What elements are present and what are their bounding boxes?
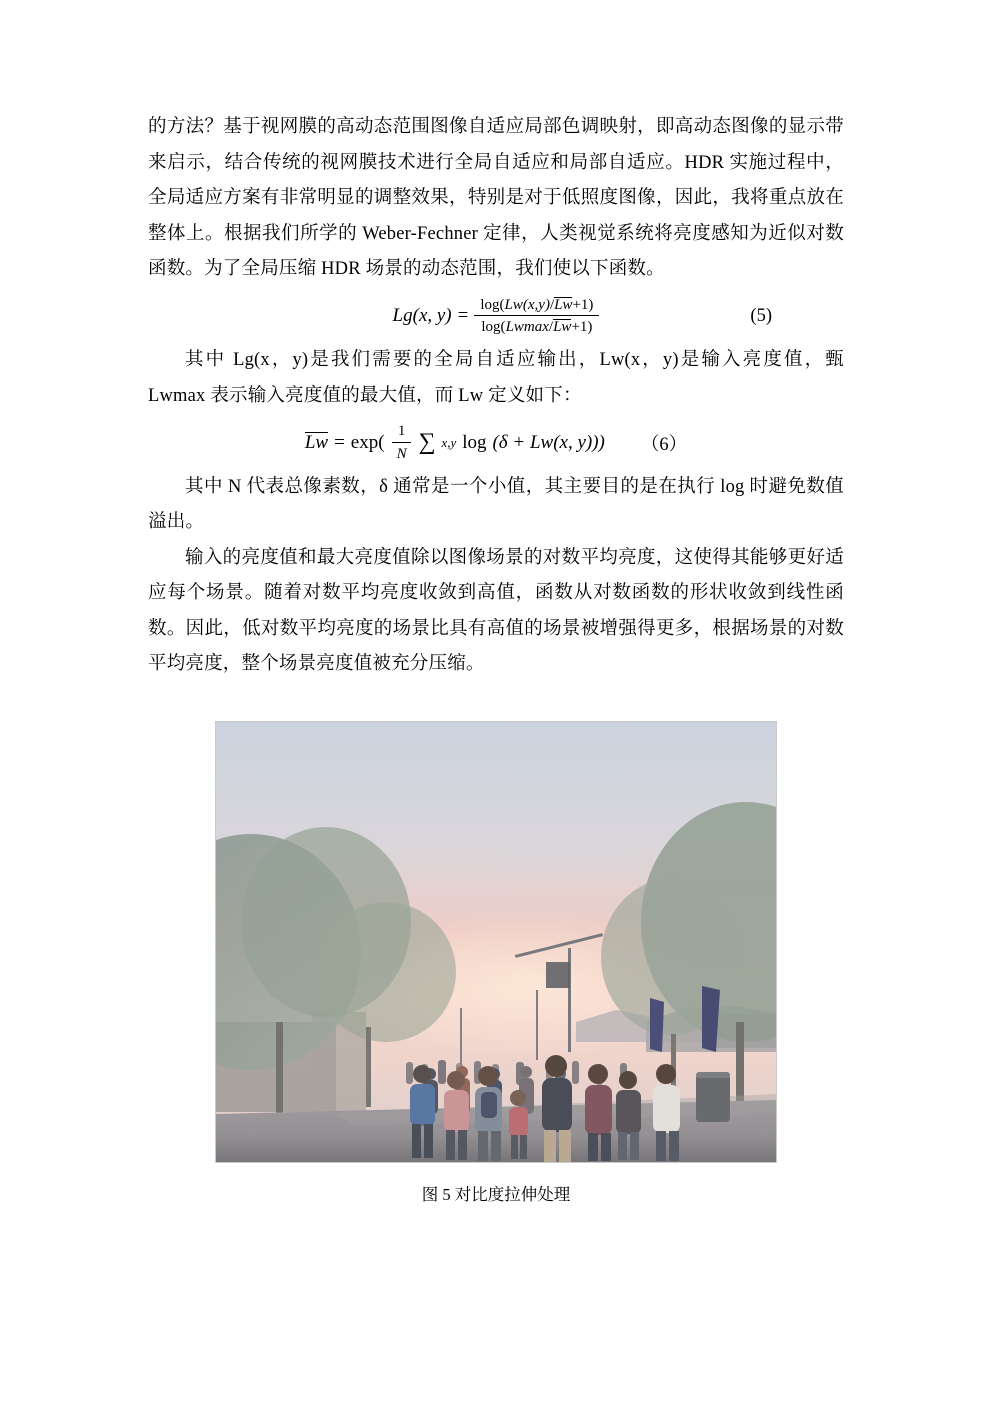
equation-6-exp: exp(: [350, 431, 385, 453]
eq5-den-slash: /: [548, 319, 554, 336]
equation-6-equals: =: [334, 431, 345, 453]
eq6-sum-subscript: x,y: [441, 434, 457, 450]
equation-6-row: [148, 422, 844, 464]
eq5-num-slash: /: [549, 296, 555, 313]
eq5-den-var: Lwmax: [505, 319, 549, 336]
sunset-street-crowd-photo: [215, 721, 777, 1163]
figure-block: [148, 721, 844, 1205]
eq5-den-suffix: +1): [571, 319, 593, 336]
paragraph-2: 其中 Lg(x，y)是我们需要的全局自适应输出，Lw(x，y)是输入亮度值，甄 Lwmax 表示输入亮度值的最大值，而 Lw 定义如下：: [148, 350, 844, 406]
equation-5-number: (5): [750, 305, 772, 326]
eq5-den-overline: Lw: [553, 319, 572, 336]
equation-5: [393, 296, 600, 338]
equation-6-fraction: [391, 422, 413, 464]
eq5-num-var: Lw(x,y): [504, 296, 550, 313]
eq5-num-prefix: log(: [480, 296, 505, 313]
equation-5-fraction: [474, 296, 599, 338]
eq6-sum-symbol: ∑: [418, 429, 436, 456]
equation-5-numerator: [474, 296, 599, 317]
paragraph-4: 输入的亮度值和最大亮度值除以图像场景的对数平均亮度，这使得其能够更好适应每个场景。随着对数平均亮度收敛到高值，函数从对数函数的形状收敛到线性函数。因此，低对数平均亮度的场景比具有高值的场景被增强得更多，根据场景的对数平均亮度，整个场景亮度值被充分压缩。: [148, 547, 844, 674]
eq6-frac-den: N: [396, 445, 407, 462]
equation-5-equals: =: [457, 305, 469, 327]
equation-5-lhs: Lg(x, y): [392, 305, 452, 327]
figure-caption: 图 5 对比度拉伸处理: [421, 1184, 571, 1204]
paragraph-3: 其中 N 代表总像素数，δ 通常是一个小值，其主要目的是在执行 log 时避免数值溢出。: [148, 476, 844, 532]
equation-6-number: （6）: [640, 434, 688, 455]
eq5-num-suffix: +1): [572, 296, 594, 313]
eq6-body: (δ + Lw(x, y))): [492, 431, 605, 453]
paragraph-1: 的方法？基于视网膜的高动态范围图像自适应局部色调映射，即高动态图像的显示带来启示，结合传统的视网膜技术进行全局自适应和局部自适应。HDR 实施过程中，全局适应方案有非常明显的调整效果，特别是对于低照度图像，因此，我将重点放在整体上。根据我们所学的 Weber-Fechner 定律，人类视觉系统将亮度感知为近似对数函数。为了全局压缩 HDR 场景的动态范围，我们使以下函数。: [148, 117, 844, 279]
equation-5-denominator: [475, 316, 598, 337]
eq5-den-prefix: log(: [481, 319, 506, 336]
equation-6: [305, 422, 605, 464]
equation-5-row: [148, 296, 844, 338]
eq5-num-overline: Lw: [554, 296, 573, 313]
equation-6-lhs: Lw: [304, 432, 329, 454]
eq6-frac-num: 1: [392, 422, 412, 443]
eq6-log: log: [462, 431, 487, 453]
